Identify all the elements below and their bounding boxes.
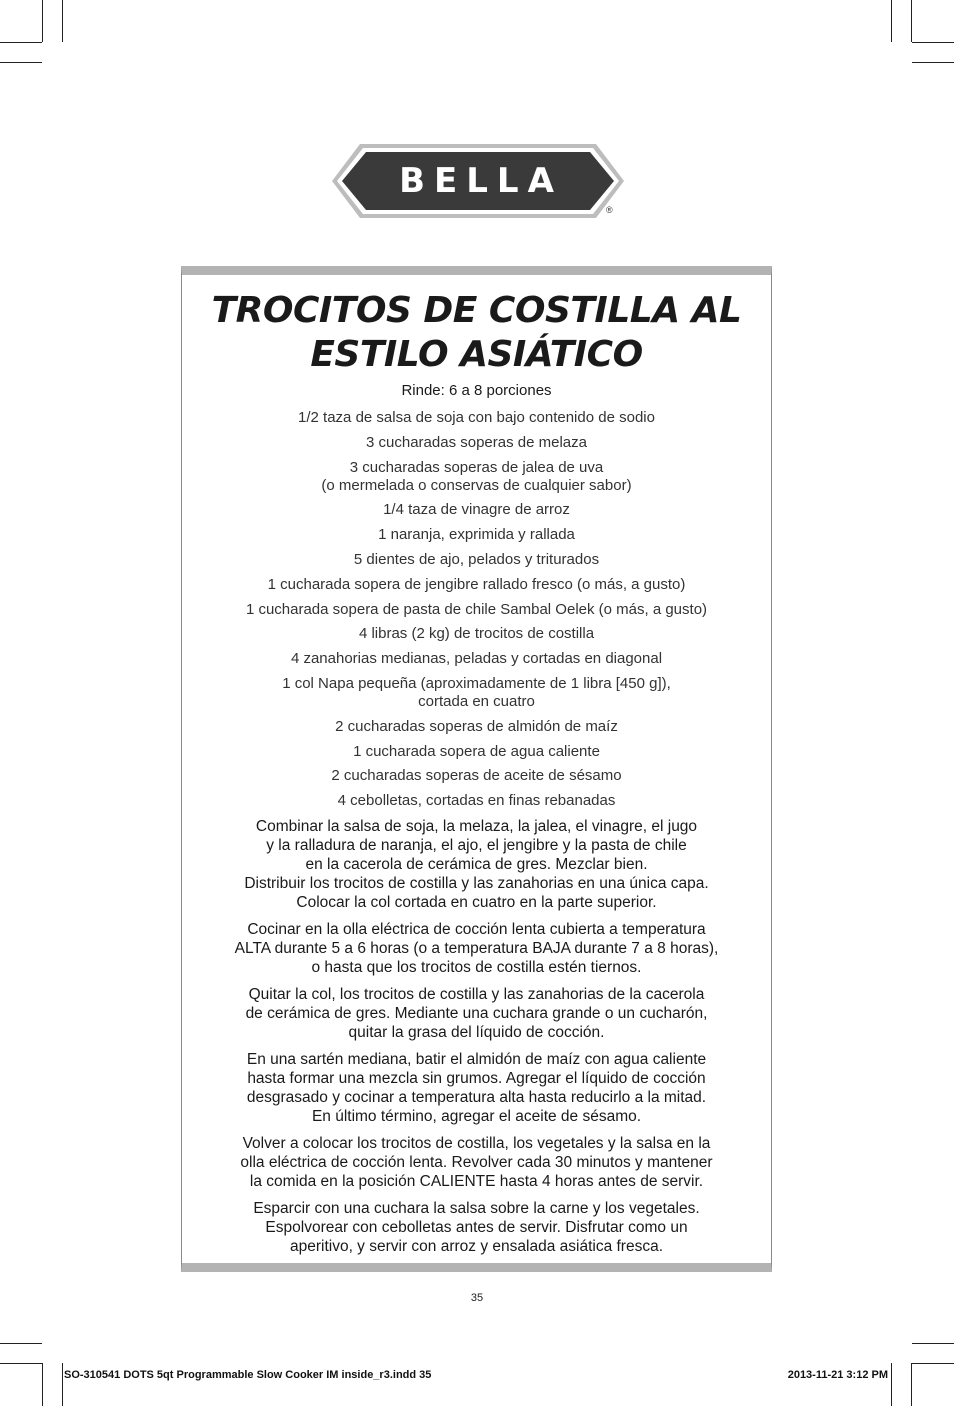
crop-mark: [911, 1363, 912, 1406]
ingredient-item: 1 cucharada sopera de agua caliente: [353, 742, 600, 760]
ingredient-list: [182, 409, 771, 810]
ingredient-item: 1 naranja, exprimida y rallada: [378, 526, 575, 544]
recipe-card: [181, 266, 772, 1272]
ingredient-item: 1 cucharada sopera de jengibre rallado fresco (o más, a gusto): [267, 575, 686, 593]
ingredient-item: 4 zanahorias medianas, peladas y cortadas en diagonal: [290, 650, 663, 668]
ingredient-item: 1/2 taza de salsa de soja con bajo contenido de sodio: [298, 409, 655, 426]
instruction-step: En una sartén mediana, batir el almidón de maíz con agua caliente hasta formar una mezcla sin grumos. Agregar el líquido de cocción desgrasado y cocinar a temperatura alta hasta reducirlo a la mitad. En último término, agregar el aceite de sésamo.: [246, 1050, 707, 1125]
instruction-step: Esparcir con una cuchara la salsa sobre la carne y los vegetales. Espolvorear con cebolletas antes de servir. Disfrutar como un aperitivo, y servir con arroz y ensalada asiática fresca.: [253, 1199, 700, 1255]
ingredient-item: 2 cucharadas soperas de aceite de sésamo: [331, 767, 622, 785]
ingredient-item: 4 libras (2 kg) de trocitos de costilla: [358, 625, 595, 643]
logo-text: BELLA: [399, 161, 563, 201]
instruction-step: Volver a colocar los trocitos de costilla, los vegetales y la salsa en la olla eléctrica de cocción lenta. Revolver cada 30 minutos y mantener la comida en la posición CALIENTE hasta 4 horas antes de servir.: [240, 1134, 713, 1190]
ingredient-item: 1/4 taza de vinagre de arroz: [383, 501, 570, 519]
recipe-title-line: TROCITOS DE COSTILLA AL: [211, 290, 742, 331]
crop-mark: [912, 1363, 954, 1364]
crop-mark: [912, 42, 954, 43]
ingredient-item: 2 cucharadas soperas de almidón de maíz: [335, 717, 618, 735]
crop-mark: [0, 1343, 42, 1344]
page-number: 35: [470, 1292, 484, 1304]
ingredient-item: 1 cucharada sopera de pasta de chile Sambal Oelek (o más, a gusto): [245, 600, 708, 618]
crop-mark: [62, 1363, 63, 1406]
instruction-steps: [182, 817, 771, 1256]
recipe-title-line: ESTILO ASIÁTICO: [310, 334, 643, 375]
ingredient-item: 3 cucharadas soperas de jalea de uva (o mermelada o conservas de cualquier sabor): [321, 458, 632, 494]
ingredient-item: 4 cebolletas, cortadas en finas rebanadas: [337, 792, 616, 810]
crop-mark: [0, 62, 42, 63]
ingredient-item: 3 cucharadas soperas de melaza: [366, 433, 587, 451]
crop-mark: [42, 1363, 43, 1406]
crop-mark: [912, 62, 954, 63]
crop-mark: [911, 0, 912, 42]
instruction-step: Cocinar en la olla eléctrica de cocción lenta cubierta a temperatura ALTA durante 5 a 6 horas (o a temperatura BAJA durante 7 a 8 horas), o hasta que los trocitos de costilla estén tiernos.: [234, 920, 719, 976]
ingredient-item: 5 dientes de ajo, pelados y triturados: [353, 550, 600, 568]
bella-logo: [330, 142, 626, 220]
crop-mark: [912, 1343, 954, 1344]
ingredient-item: 1 col Napa pequeña (aproximadamente de 1 libra [450 g]), cortada en cuatro: [282, 674, 671, 710]
crop-mark: [891, 0, 892, 42]
registered-mark: ®: [606, 205, 613, 215]
recipe-title: [182, 289, 771, 377]
crop-mark: [62, 0, 63, 42]
crop-mark: [0, 1363, 42, 1364]
footer-timestamp: 2013-11-21 3:12 PM: [787, 1369, 888, 1381]
instruction-step: Quitar la col, los trocitos de costilla y las zanahorias de la cacerola de cerámica de gres. Mediante una cuchara grande o un cucharón, quitar la grasa del líquido de cocción.: [245, 985, 708, 1041]
recipe-yield: Rinde: 6 a 8 porciones: [401, 382, 552, 399]
instruction-step: Combinar la salsa de soja, la melaza, la jalea, el vinagre, el jugo y la ralladura de naranja, el ajo, el jengibre y la pasta de chile en la cacerola de cerámica de gres. Mezclar bien. Distribuir los trocitos de costilla y las zanahorias en una única capa. Colocar la col cortada en cuatro en la parte superior.: [244, 817, 709, 911]
crop-mark: [0, 42, 42, 43]
crop-mark: [891, 1363, 892, 1406]
footer-file-info: SO-310541 DOTS 5qt Programmable Slow Cooker IM inside_r3.indd 35: [64, 1369, 432, 1381]
crop-mark: [42, 0, 43, 42]
